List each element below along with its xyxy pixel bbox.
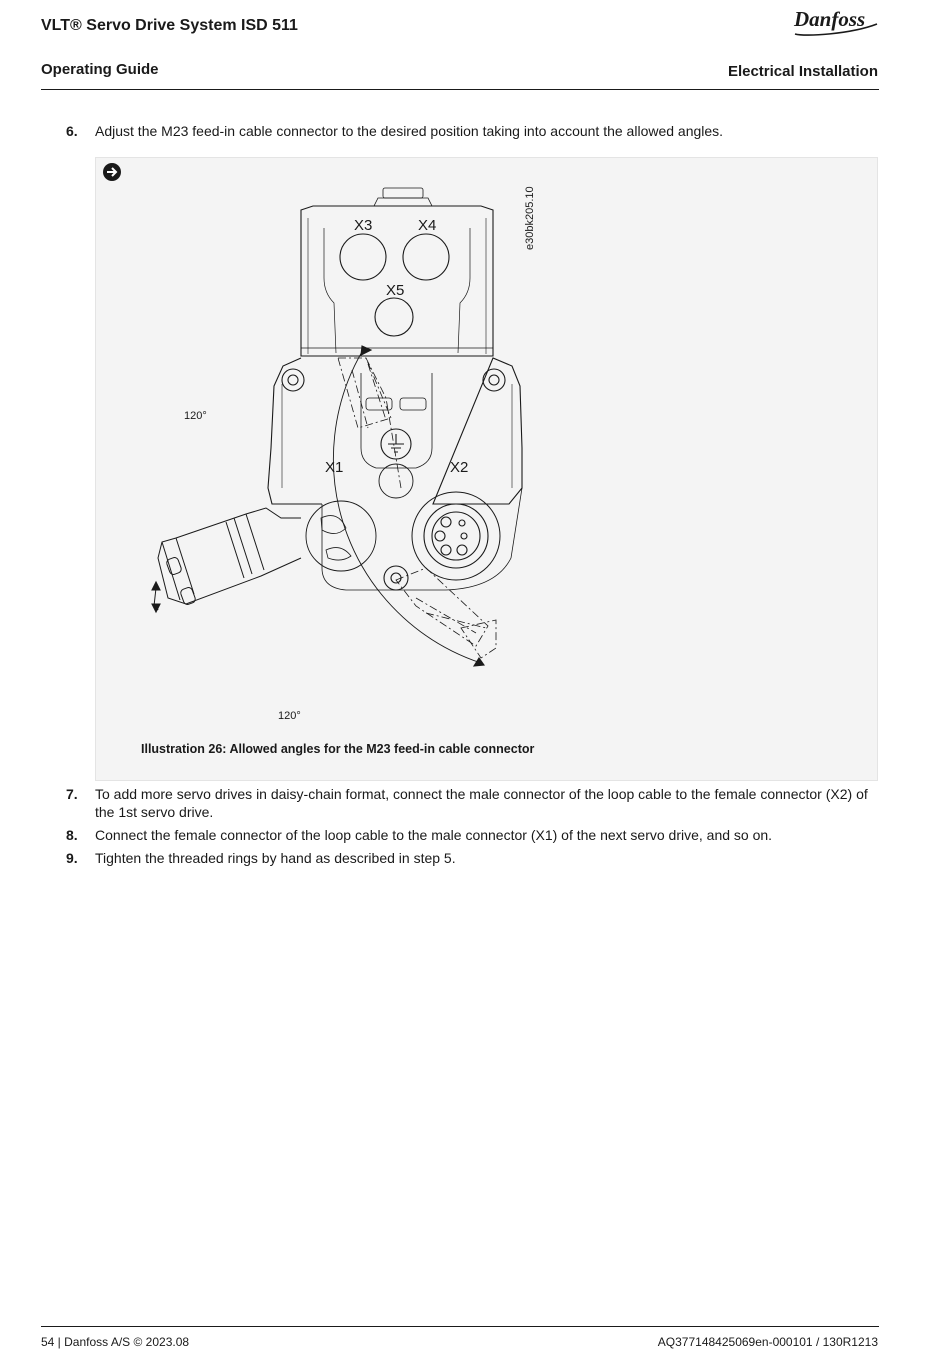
arrow-circle-icon (103, 163, 121, 181)
label-x1: X1 (325, 459, 344, 476)
section-title: Electrical Installation (727, 63, 878, 80)
x5-port (375, 298, 413, 336)
main-housing (268, 358, 522, 504)
screw-right (483, 369, 505, 391)
step-number: 7. (66, 786, 78, 802)
top-cover (301, 206, 493, 356)
step-text: Tighten the threaded rings by hand as described in step 5. (95, 850, 456, 866)
footer-page-info: 54 | Danfoss A/S © 2023.08 (41, 1335, 190, 1349)
servo-drive-drawing (96, 158, 879, 782)
danfoss-logo (791, 4, 879, 40)
footer-rule (41, 1326, 879, 1327)
step-number: 8. (66, 827, 78, 843)
footer-doc-number: AQ377148425069en-000101 / 130R1213 (657, 1335, 878, 1349)
m23-connector-solid (158, 508, 301, 606)
label-x5: X5 (386, 282, 405, 299)
svg-text:Danfoss: Danfoss (794, 7, 866, 31)
screw-left (282, 369, 304, 391)
x2-socket (412, 492, 500, 580)
header-rule (41, 89, 879, 90)
label-x2: X2 (450, 459, 469, 476)
step-text: Connect the female connector of the loop cable to the male connector (X1) of the next servo drive, and so on. (95, 827, 773, 843)
step-number: 9. (66, 850, 78, 866)
illustration-figure (95, 157, 878, 781)
label-x4: X4 (418, 217, 437, 234)
label-x3: X3 (354, 217, 373, 234)
x3-port (340, 234, 386, 280)
step-text: Adjust the M23 feed-in cable connector to the desired position taking into account the allowed angles. (95, 123, 724, 139)
step-text: To add more servo drives in daisy-chain format, connect the male connector of the loop cable to the female connector (X2) of the 1st servo drive. (95, 786, 868, 820)
ground-icon (381, 429, 411, 459)
x4-port (403, 234, 449, 280)
angle-label-upper: 120° (184, 410, 207, 422)
angle-arc (333, 350, 481, 663)
product-title: VLT® Servo Drive System ISD 511 (41, 17, 298, 34)
figure-caption: Illustration 26: Allowed angles for the M23 feed-in cable connector (141, 742, 535, 756)
figure-ref-code: e30bk205.10 (524, 186, 536, 250)
x1-socket (306, 501, 376, 571)
angle-label-lower: 120° (278, 710, 301, 722)
guide-title: Operating Guide (41, 61, 159, 78)
step-number: 6. (66, 123, 78, 139)
